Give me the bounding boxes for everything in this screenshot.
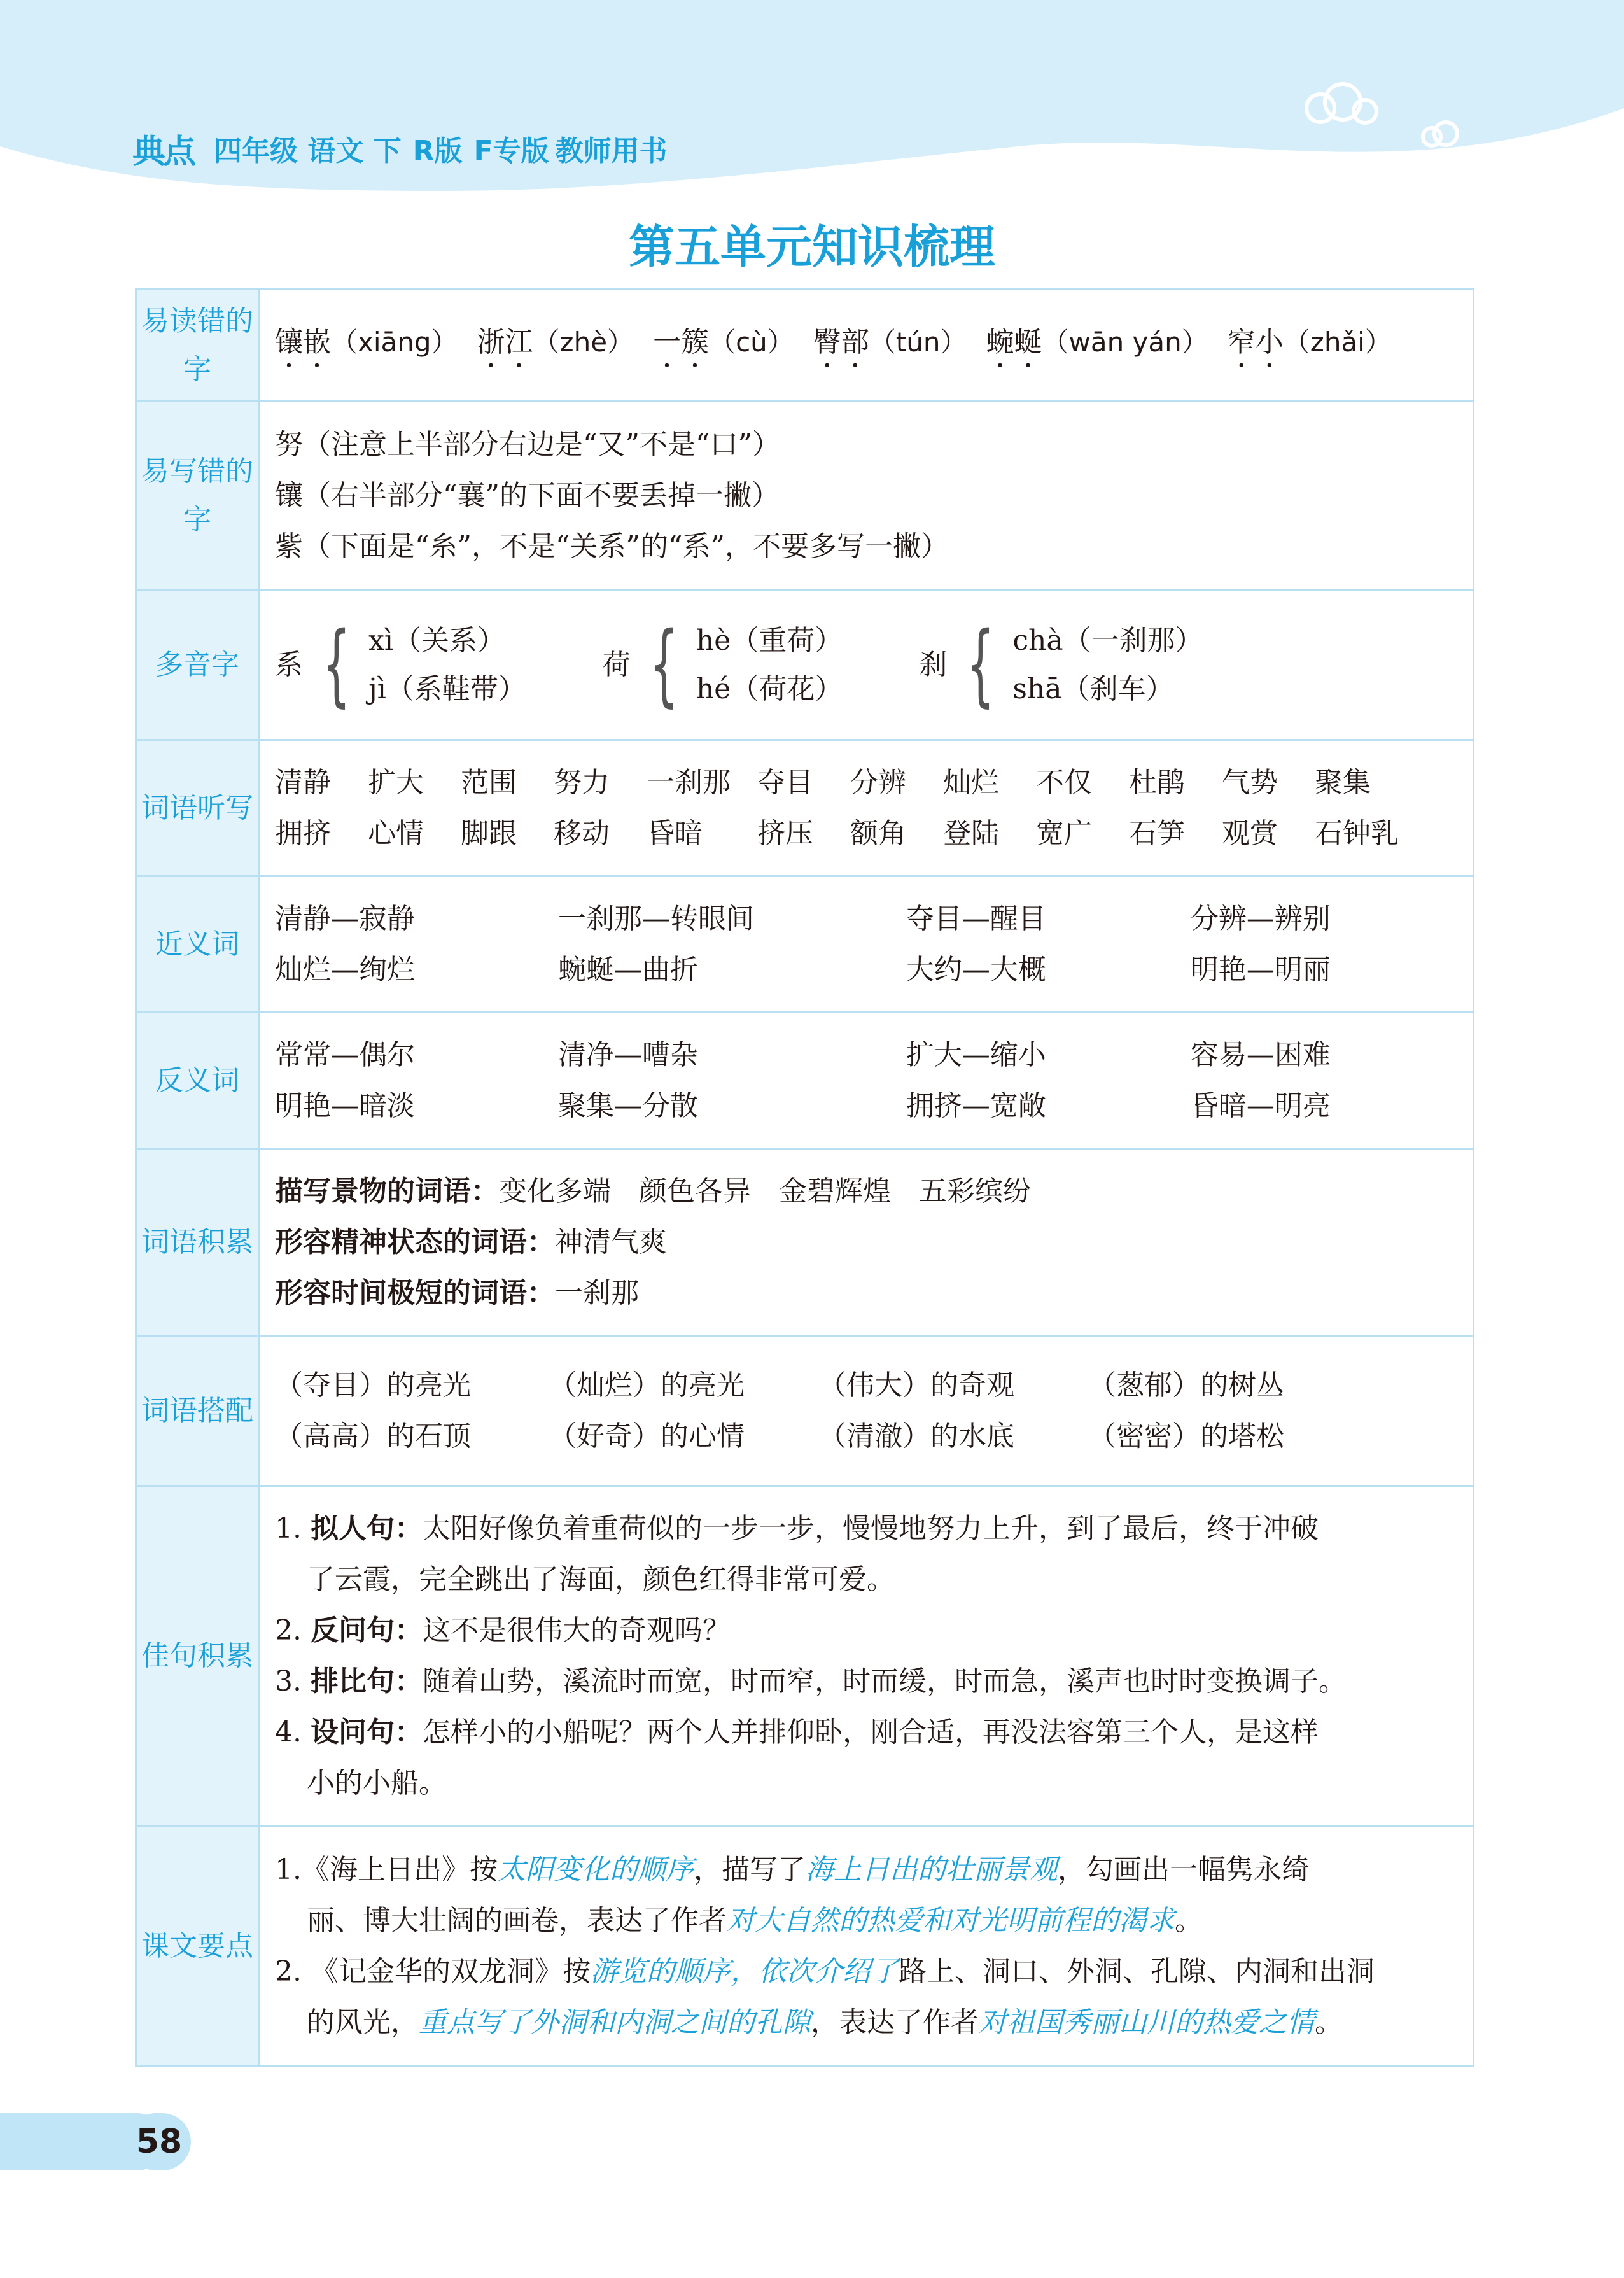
easy-read-item: 浙江（zhè）: [477, 325, 634, 358]
collocation-item: （夺目）的亮光: [275, 1368, 471, 1402]
collocation-item: （伟大）的奇观: [818, 1368, 1014, 1402]
synonym-pair: 分辨—辨别: [1190, 902, 1331, 935]
header-brand: [132, 126, 668, 171]
synonym-pair: 大约—大概: [906, 953, 1046, 986]
row-dictation: [136, 740, 1474, 876]
dictation-word: 拥挤: [275, 817, 331, 850]
accumulate-line: 形容时间极短的词语：一刹那: [275, 1276, 639, 1309]
dictation-word: 宽广: [1036, 817, 1092, 850]
brace-icon: {: [322, 612, 351, 717]
label-accumulate: 词语积累: [136, 1149, 259, 1336]
row-accumulate: [136, 1149, 1474, 1336]
easy-read-item: 镶嵌（xiāng）: [275, 325, 458, 358]
key-point-1: 1.《海上日出》按太阳变化的顺序，描写了海上日出的壮丽景观，勾画出一幅隽永绮 丽、博大壮阔的画卷，表达了作者对大自然的热爱和对光明前程的渴求。: [275, 1853, 1310, 1937]
easy-read-item: 蜿蜒（wān yán）: [986, 325, 1208, 358]
brand-grade: 四年级 语文 下: [214, 135, 402, 167]
antonym-pair: 清净—嘈杂: [558, 1038, 699, 1071]
brace-icon: {: [966, 612, 995, 717]
page-title: 第五单元知识梳理: [628, 220, 995, 274]
label-antonyms: 反义词: [136, 1013, 259, 1149]
row-sentences: [136, 1486, 1474, 1826]
sentence-item: 1. 拟人句：太阳好像负着重荷似的一步一步，慢慢地努力上升，到了最后，终于冲破 了云霞，完全跳出了海面，颜色红得非常可爱。: [275, 1512, 1319, 1596]
easy-write-line: 镶（右半部分“襄”的下面不要丢掉一撇）: [275, 479, 780, 512]
dictation-word: 石笋: [1129, 817, 1185, 850]
label-dictation: 词语听写: [136, 740, 259, 876]
collocation-item: （灿烂）的亮光: [549, 1368, 745, 1402]
sentence-item: 2. 反问句：这不是很伟大的奇观吗？: [275, 1614, 731, 1647]
synonym-pair: 蜿蜒—曲折: [558, 953, 699, 986]
sentence-item: 3. 排比句：随着山势，溪流时而宽，时而窄，时而缓，时而急，溪声也时时变换调子。: [275, 1664, 1347, 1698]
row-easy-write: [136, 402, 1474, 590]
dictation-word: 脚跟: [461, 817, 517, 850]
dictation-word: 夺目: [757, 766, 813, 799]
knowledge-table: [135, 288, 1474, 2067]
row-antonyms: [136, 1013, 1474, 1149]
easy-write-line: 努（注意上半部分右边是“又”不是“口”）: [275, 428, 780, 461]
label-sentences: 佳句积累: [136, 1486, 259, 1826]
dictation-word: 移动: [554, 817, 610, 850]
polyphone-item: 荷 { hè（重荷） hé（荷花）: [602, 612, 843, 717]
synonym-pair: 一刹那—转眼间: [558, 902, 755, 935]
antonym-pair: 拥挤—宽敞: [906, 1089, 1046, 1122]
antonym-row: [275, 1081, 1457, 1132]
label-easy-read: 易读错的字: [136, 290, 259, 402]
antonym-pair: 昏暗—明亮: [1190, 1089, 1331, 1122]
collocation-item: （高高）的石顶: [275, 1419, 471, 1452]
collocation-item: （葱郁）的树丛: [1088, 1368, 1284, 1402]
synonym-row: [275, 945, 1457, 995]
accumulate-line: 描写景物的词语：变化多端 颜色各异 金碧辉煌 五彩缤纷: [275, 1174, 1031, 1207]
row-polyphone: [136, 590, 1474, 740]
antonym-pair: 容易—困难: [1190, 1038, 1331, 1071]
collocation-row: [275, 1411, 1457, 1462]
collocation-row: [275, 1360, 1457, 1411]
dictation-row: [275, 757, 1457, 808]
row-synonyms: [136, 876, 1474, 1013]
dictation-word: 石钟乳: [1315, 817, 1399, 850]
antonym-pair: 扩大—缩小: [906, 1038, 1046, 1071]
dictation-word: 分辨: [850, 766, 906, 799]
easy-read-item: 窄小（zhǎi）: [1227, 325, 1392, 358]
synonym-pair: 明艳—明丽: [1190, 953, 1331, 986]
dictation-word: 心情: [368, 817, 424, 850]
sentence-item: 4. 设问句：怎样小的小船呢？两个人并排仰卧，刚合适，再没法容第三个人，是这样 小的小船。: [275, 1715, 1319, 1799]
row-key-points: [136, 1826, 1474, 2067]
collocation-item: （好奇）的心情: [549, 1419, 745, 1452]
dictation-word: 不仅: [1036, 766, 1092, 799]
dictation-word: 努力: [554, 766, 610, 799]
easy-read-item: 臀部（tún）: [813, 325, 967, 358]
polyphone-item: 刹 { chà（一刹那） shā（刹车）: [919, 612, 1203, 717]
dictation-word: 清静: [275, 766, 331, 799]
synonym-pair: 夺目—醒目: [906, 902, 1046, 935]
accumulate-line: 形容精神状态的词语：神清气爽: [275, 1225, 667, 1258]
antonym-pair: 聚集—分散: [558, 1089, 699, 1122]
synonym-pair: 清静—寂静: [275, 902, 415, 935]
label-collocation: 词语搭配: [136, 1336, 259, 1486]
synonym-pair: 灿烂—绚烂: [275, 953, 415, 986]
synonym-row: [275, 894, 1457, 945]
dictation-word: 额角: [850, 817, 906, 850]
collocation-item: （密密）的塔松: [1088, 1419, 1284, 1452]
label-polyphone: 多音字: [136, 590, 259, 740]
row-collocation: [136, 1336, 1474, 1486]
dictation-word: 灿烂: [943, 766, 999, 799]
dictation-word: 聚集: [1315, 766, 1371, 799]
header-wave-background: [0, 0, 1624, 210]
dictation-row: [275, 808, 1457, 859]
brace-icon: {: [650, 612, 678, 717]
label-key-points: 课文要点: [136, 1826, 259, 2067]
brand-logo: 典点: [132, 132, 194, 171]
dictation-word: 昏暗: [647, 817, 703, 850]
easy-read-list: [275, 317, 1457, 374]
easy-write-line: 紫（下面是“糸”，不是“关系”的“系”，不要多写一撇）: [275, 530, 949, 563]
dictation-word: 观赏: [1222, 817, 1278, 850]
brand-book: 教师用书: [555, 135, 668, 167]
brand-special: F专版: [473, 135, 549, 167]
page-number: 58: [127, 2113, 191, 2170]
dictation-word: 扩大: [368, 766, 424, 799]
dictation-word: 气势: [1222, 766, 1278, 799]
sentence-list: [275, 1503, 1457, 1809]
label-easy-write: 易写错的字: [136, 402, 259, 590]
dictation-word: 登陆: [943, 817, 999, 850]
row-easy-read: [136, 290, 1474, 402]
antonym-row: [275, 1030, 1457, 1081]
dictation-word: 范围: [461, 766, 517, 799]
key-point-2: 2. 《记金华的双龙洞》按游览的顺序，依次介绍了路上、洞口、外洞、孔隙、内洞和出洞 的风光，重点写了外洞和内洞之间的孔隙，表达了作者对祖国秀丽山川的热爱之情。: [275, 1955, 1375, 2039]
dictation-word: 挤压: [757, 817, 813, 850]
polyphone-item: 系 { xì（关系） jì（系鞋带）: [275, 612, 526, 717]
label-synonyms: 近义词: [136, 876, 259, 1013]
antonym-pair: 常常—偶尔: [275, 1038, 415, 1071]
antonym-pair: 明艳—暗淡: [275, 1089, 415, 1122]
brand-edition: R版: [412, 135, 463, 167]
dictation-word: 一刹那: [647, 766, 731, 799]
easy-read-item: 一簇（cù）: [653, 325, 794, 358]
collocation-item: （清澈）的水底: [818, 1419, 1014, 1452]
dictation-word: 杜鹃: [1129, 766, 1185, 799]
